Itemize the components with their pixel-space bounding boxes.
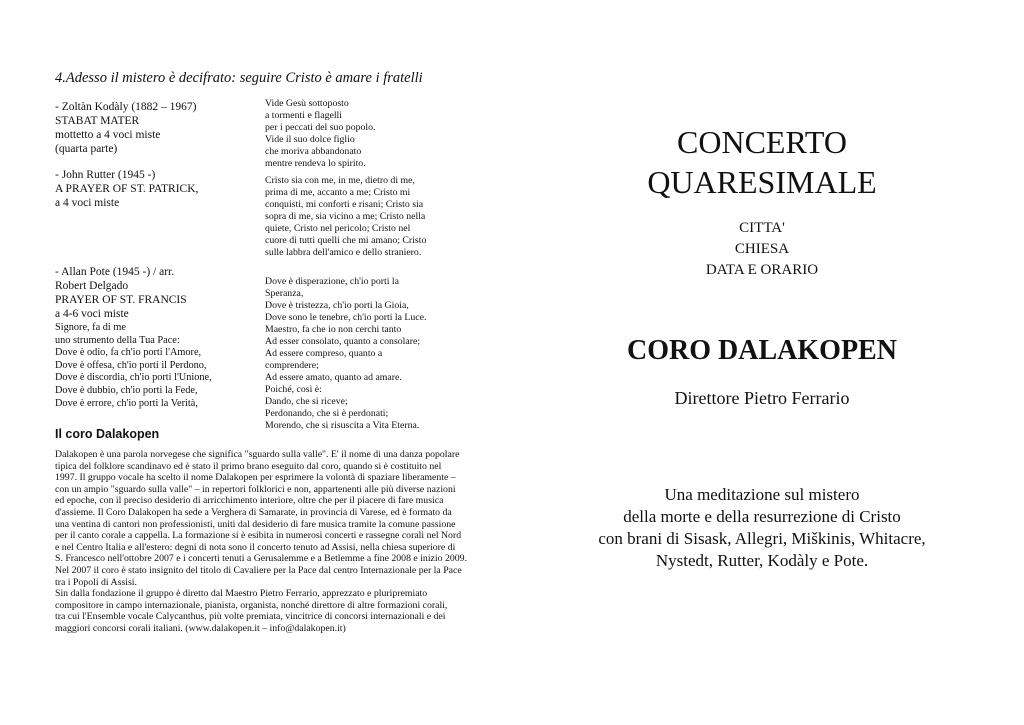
lyric-line: Dove è disperazione, ch'io porti la: [265, 276, 399, 287]
med-line: con brani di Sisask, Allegri, Miškinis, Whitacre,: [598, 529, 926, 548]
lyric-line: Dove è offesa, ch'io porti il Perdono,: [55, 359, 207, 371]
director: Direttore Pietro Ferrario: [674, 388, 850, 408]
lyric-line: cuore di tutti quelli che mi amano; Cristo: [265, 235, 427, 246]
lyric-line: Cristo sia con me, in me, dietro di me,: [265, 175, 415, 186]
program-item-kodaly: [55, 100, 197, 156]
lyric-line: Vide il suo dolce figlio: [265, 134, 355, 145]
para-line: 1997. Il gruppo vocale ha scelto il nome Dalakopen per esprimere la volontà di spaziare liberamente –: [55, 472, 456, 484]
choir-name: CORO DALAKOPEN: [627, 335, 897, 366]
lyric-line: conquisti, mi conforti e risani; Cristo sia: [265, 199, 424, 210]
para-line: compositore in campo internazionale, pianista, organista, nonché direttore di altre formazioni corali,: [55, 599, 448, 611]
med-line: Una meditazione sul mistero: [664, 485, 860, 504]
item-line: PRAYER OF ST. FRANCIS: [55, 294, 187, 306]
lyric-line: Dando, che si riceve;: [265, 396, 348, 407]
event-info: [520, 218, 1004, 281]
para-line: maggiori concorsi corali italiani. (www.dalakopen.it – info@dalakopen.it): [55, 622, 346, 634]
info-church: CHIESA: [734, 241, 790, 257]
med-line: Nystedt, Rutter, Kodàly e Pote.: [655, 551, 869, 570]
med-line: della morte e della resurrezione di Cristo: [623, 507, 901, 526]
lyric-line: sopra di me, sia vicino a me; Cristo nella: [265, 211, 426, 222]
item-line: (quarta parte): [55, 143, 118, 155]
francis-lyrics: [55, 322, 212, 410]
lyric-line: Dove è discordia, ch'io porti l'Unione,: [55, 372, 212, 384]
patrick-lyrics: [265, 175, 426, 259]
para-line: e nel Centro Italia e all'estero: degni di nota sono il concerto tenuto ad Assisi, nella chiesa superiore di: [55, 541, 456, 553]
lyric-line: Ad essere compreso, quanto a: [265, 348, 383, 359]
section-title: 4.Adesso il mistero è decifrato: seguire Cristo è amare i fratelli: [55, 70, 423, 86]
meditation-description: [520, 484, 1004, 572]
lyric-line: Speranza,: [265, 288, 304, 299]
item-line: - John Rutter (1945 -): [55, 169, 156, 181]
lyric-line: che moriva abbandonato: [265, 146, 362, 157]
concert-title: [520, 122, 1004, 202]
item-line: a 4-6 voci miste: [55, 308, 129, 320]
lyric-line: Dove è errore, ch'io porti la Verità,: [55, 397, 198, 409]
program-item-pote: [55, 265, 187, 321]
title-line: QUARESIMALE: [647, 164, 877, 200]
lyric-line: Maestro, fa che io non cerchi tanto: [265, 324, 402, 335]
para-line: Sin dalla fondazione il gruppo è diretto dal Maestro Pietro Ferrario, apprezzato e pluripremiato: [55, 588, 428, 600]
item-line: a 4 voci miste: [55, 197, 120, 209]
lyric-line: Ad esser consolato, quanto a consolare;: [265, 336, 421, 347]
lyric-line: Vide Gesù sottoposto: [265, 98, 349, 109]
para-line: ed epoche, con il preciso desiderio di arricchimento interiore, oltre che per il piacere di fare musica: [55, 495, 444, 507]
lyric-line: a tormenti e flagelli: [265, 110, 342, 121]
para-line: S. Francesco nell'ottobre 2007 e i concerti tenuti a Gerusalemme e a Betlemme a fine 2008 e inizio 2009.: [55, 553, 468, 565]
francis-lyrics-continued: [265, 276, 426, 432]
lyric-line: per i peccati del suo popolo.: [265, 122, 376, 133]
lyric-line: Dove sono le tenebre, ch'io porti la Luce.: [265, 312, 427, 323]
stabat-lyrics: [265, 98, 375, 170]
program-item-rutter: [55, 168, 198, 210]
lyric-line: Dove è dubbio, ch'io porti la Fede,: [55, 384, 198, 396]
item-line: mottetto a 4 voci miste: [55, 129, 161, 141]
lyric-line: uno strumento della Tua Pace:: [55, 334, 180, 346]
title-line: CONCERTO: [677, 124, 847, 160]
item-line: - Zoltàn Kodàly (1882 – 1967): [55, 101, 197, 113]
lyric-line: Perdonando, che si è perdonati;: [265, 408, 389, 419]
info-city: CITTA': [739, 220, 785, 236]
lyric-line: Morendo, che si risuscita a Vita Eterna.: [265, 420, 420, 431]
lyric-line: Dove è tristezza, ch'io porti la Gioia,: [265, 300, 409, 311]
item-line: A PRAYER OF ST. PATRICK,: [55, 183, 199, 195]
item-line: - Allan Pote (1945 -) / arr.: [55, 266, 175, 278]
lyric-line: comprendere;: [265, 360, 319, 371]
para-line: una ventina di cantori non professionisti, uniti dal desiderio di fare musica tramite la comune passione: [55, 518, 456, 530]
lyric-line: prima di me, accanto a me; Cristo mi: [265, 187, 411, 198]
info-date-time: DATA E ORARIO: [705, 262, 819, 278]
lyric-line: quiete, Cristo nel pericolo; Cristo nel: [265, 223, 411, 234]
item-line: STABAT MATER: [55, 115, 140, 127]
lyric-line: mentre rendeva lo spirito.: [265, 158, 366, 169]
lyric-line: Signore, fa di me: [55, 322, 126, 333]
para-line: con un ampio "sguardo sulla valle" – in repertori folklorici e non, appartenenti alle più diverse nazioni: [55, 483, 456, 495]
coro-description: [55, 449, 495, 635]
para-line: d'assieme. Il Coro Dalakopen ha sede a Verghera di Samarate, in provincia di Varese, ed è formato da: [55, 506, 452, 518]
para-line: tra i Popoli di Assisi.: [55, 576, 137, 588]
lyric-line: Poiché, così è:: [265, 384, 322, 395]
para-line: tra cui l'Ensemble vocale Calycanthus, più volte premiata, vincitrice di concorsi internazionali e dei: [55, 611, 446, 623]
coro-heading: Il coro Dalakopen: [55, 427, 160, 441]
para-line: per il canto corale a cappella. La formazione si è esibita in numerosi concerti e rassegne corali nel Nord: [55, 530, 462, 542]
para-line: Dalakopen è una parola norvegese che significa "sguardo sulla valle". E' il nome di una danza popolare: [55, 449, 460, 460]
lyric-line: Dove è odio, fa ch'io porti l'Amore,: [55, 347, 202, 359]
lyric-line: Ad essere amato, quanto ad amare.: [265, 372, 402, 383]
item-line: Robert Delgado: [55, 280, 129, 292]
para-line: tipica del folklore scandinavo ed è stato il primo brano eseguito dal coro, quando si è costituito nel: [55, 460, 442, 472]
para-line: Nel 2007 il coro è stato insignito del titolo di Cavaliere per la Pace dal centro Internazionale per la Pace: [55, 564, 462, 576]
lyric-line: sulle labbra dell'amico e dello straniero.: [265, 247, 422, 258]
